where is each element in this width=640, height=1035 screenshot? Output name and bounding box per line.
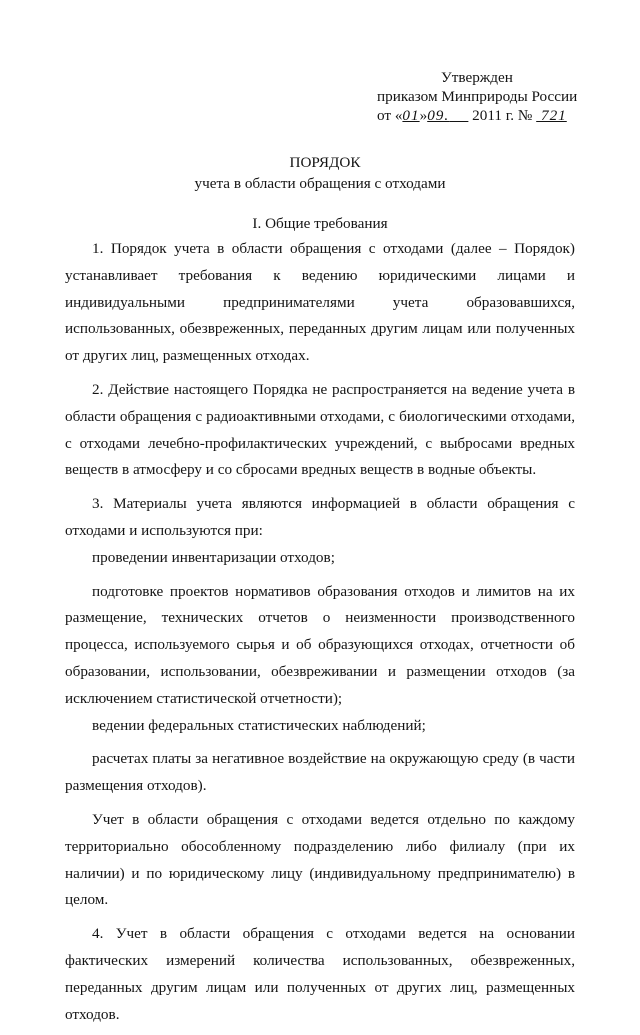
document-title: ПОРЯДОК bbox=[289, 154, 361, 171]
approval-block bbox=[377, 68, 577, 125]
section-heading: I. Общие требования bbox=[252, 215, 388, 232]
approval-line-1: Утвержден bbox=[441, 69, 513, 86]
approval-number: 721 bbox=[540, 107, 567, 124]
paragraph-3: 3. Материалы учета являются информацией в области обращения с отходами и используются при: bbox=[65, 495, 575, 539]
approval-month: 09. bbox=[427, 107, 450, 124]
paragraph-4: 4. Учет в области обращения с отходами ведется на основании фактических измерений количества использованных, обезвреженных, переданных другим лицам или полученных от других лиц, размещенных отходов. bbox=[65, 925, 575, 1023]
approval-year: 2011 г. № bbox=[468, 107, 537, 124]
document-body bbox=[65, 236, 575, 1035]
approval-date-mid: » bbox=[419, 107, 428, 124]
list-item-statistics: ведении федеральных статистических наблюдений; bbox=[92, 716, 426, 734]
list-item-norms: подготовке проектов нормативов образования отходов и лимитов на их размещение, технических отчетов о неизменности производственного процесса, используемого сырья и об образующихся отходах, отчетности об образовании, использовании, обезвреживании и размещении отходов (за исключением статистической отчетности); bbox=[65, 582, 575, 707]
approval-day: 01 bbox=[402, 107, 420, 124]
paragraph-2: 2. Действие настоящего Порядка не распространяется на ведение учета в области обращения с радиоактивными отходами, с биологическими отходами, с отходами лечебно-профилактических учреждений, с выбросами вредных веществ в атмосферу и со сбросами вредных веществ в водные объекты. bbox=[65, 380, 575, 479]
list-item-inventory: проведении инвентаризации отходов; bbox=[92, 548, 335, 566]
paragraph-1: 1. Порядок учета в области обращения с отходами (далее – Порядок) устанавливает требования к ведению юридическими лицами и индивидуальными предпринимателями учета образовавшихся, использованных, обезвреженных, переданных другим лицам или полученных от других лиц, размещенных отходах. bbox=[65, 240, 575, 365]
approval-line-2: приказом Минприроды России bbox=[377, 88, 578, 105]
list-item-payment: расчетах платы за негативное воздействие на окружающую среду (в части размещения отходов). bbox=[65, 750, 575, 795]
approval-line-3 bbox=[377, 106, 577, 125]
approval-date-prefix: от « bbox=[377, 107, 403, 124]
document-subtitle: учета в области обращения с отходами bbox=[194, 175, 446, 192]
paragraph-accounting-units: Учет в области обращения с отходами ведется отдельно по каждому территориально обособленному подразделению либо филиалу (при их наличии) и по юридическому лицу (индивидуальному предпринимателю) в целом. bbox=[65, 810, 575, 909]
